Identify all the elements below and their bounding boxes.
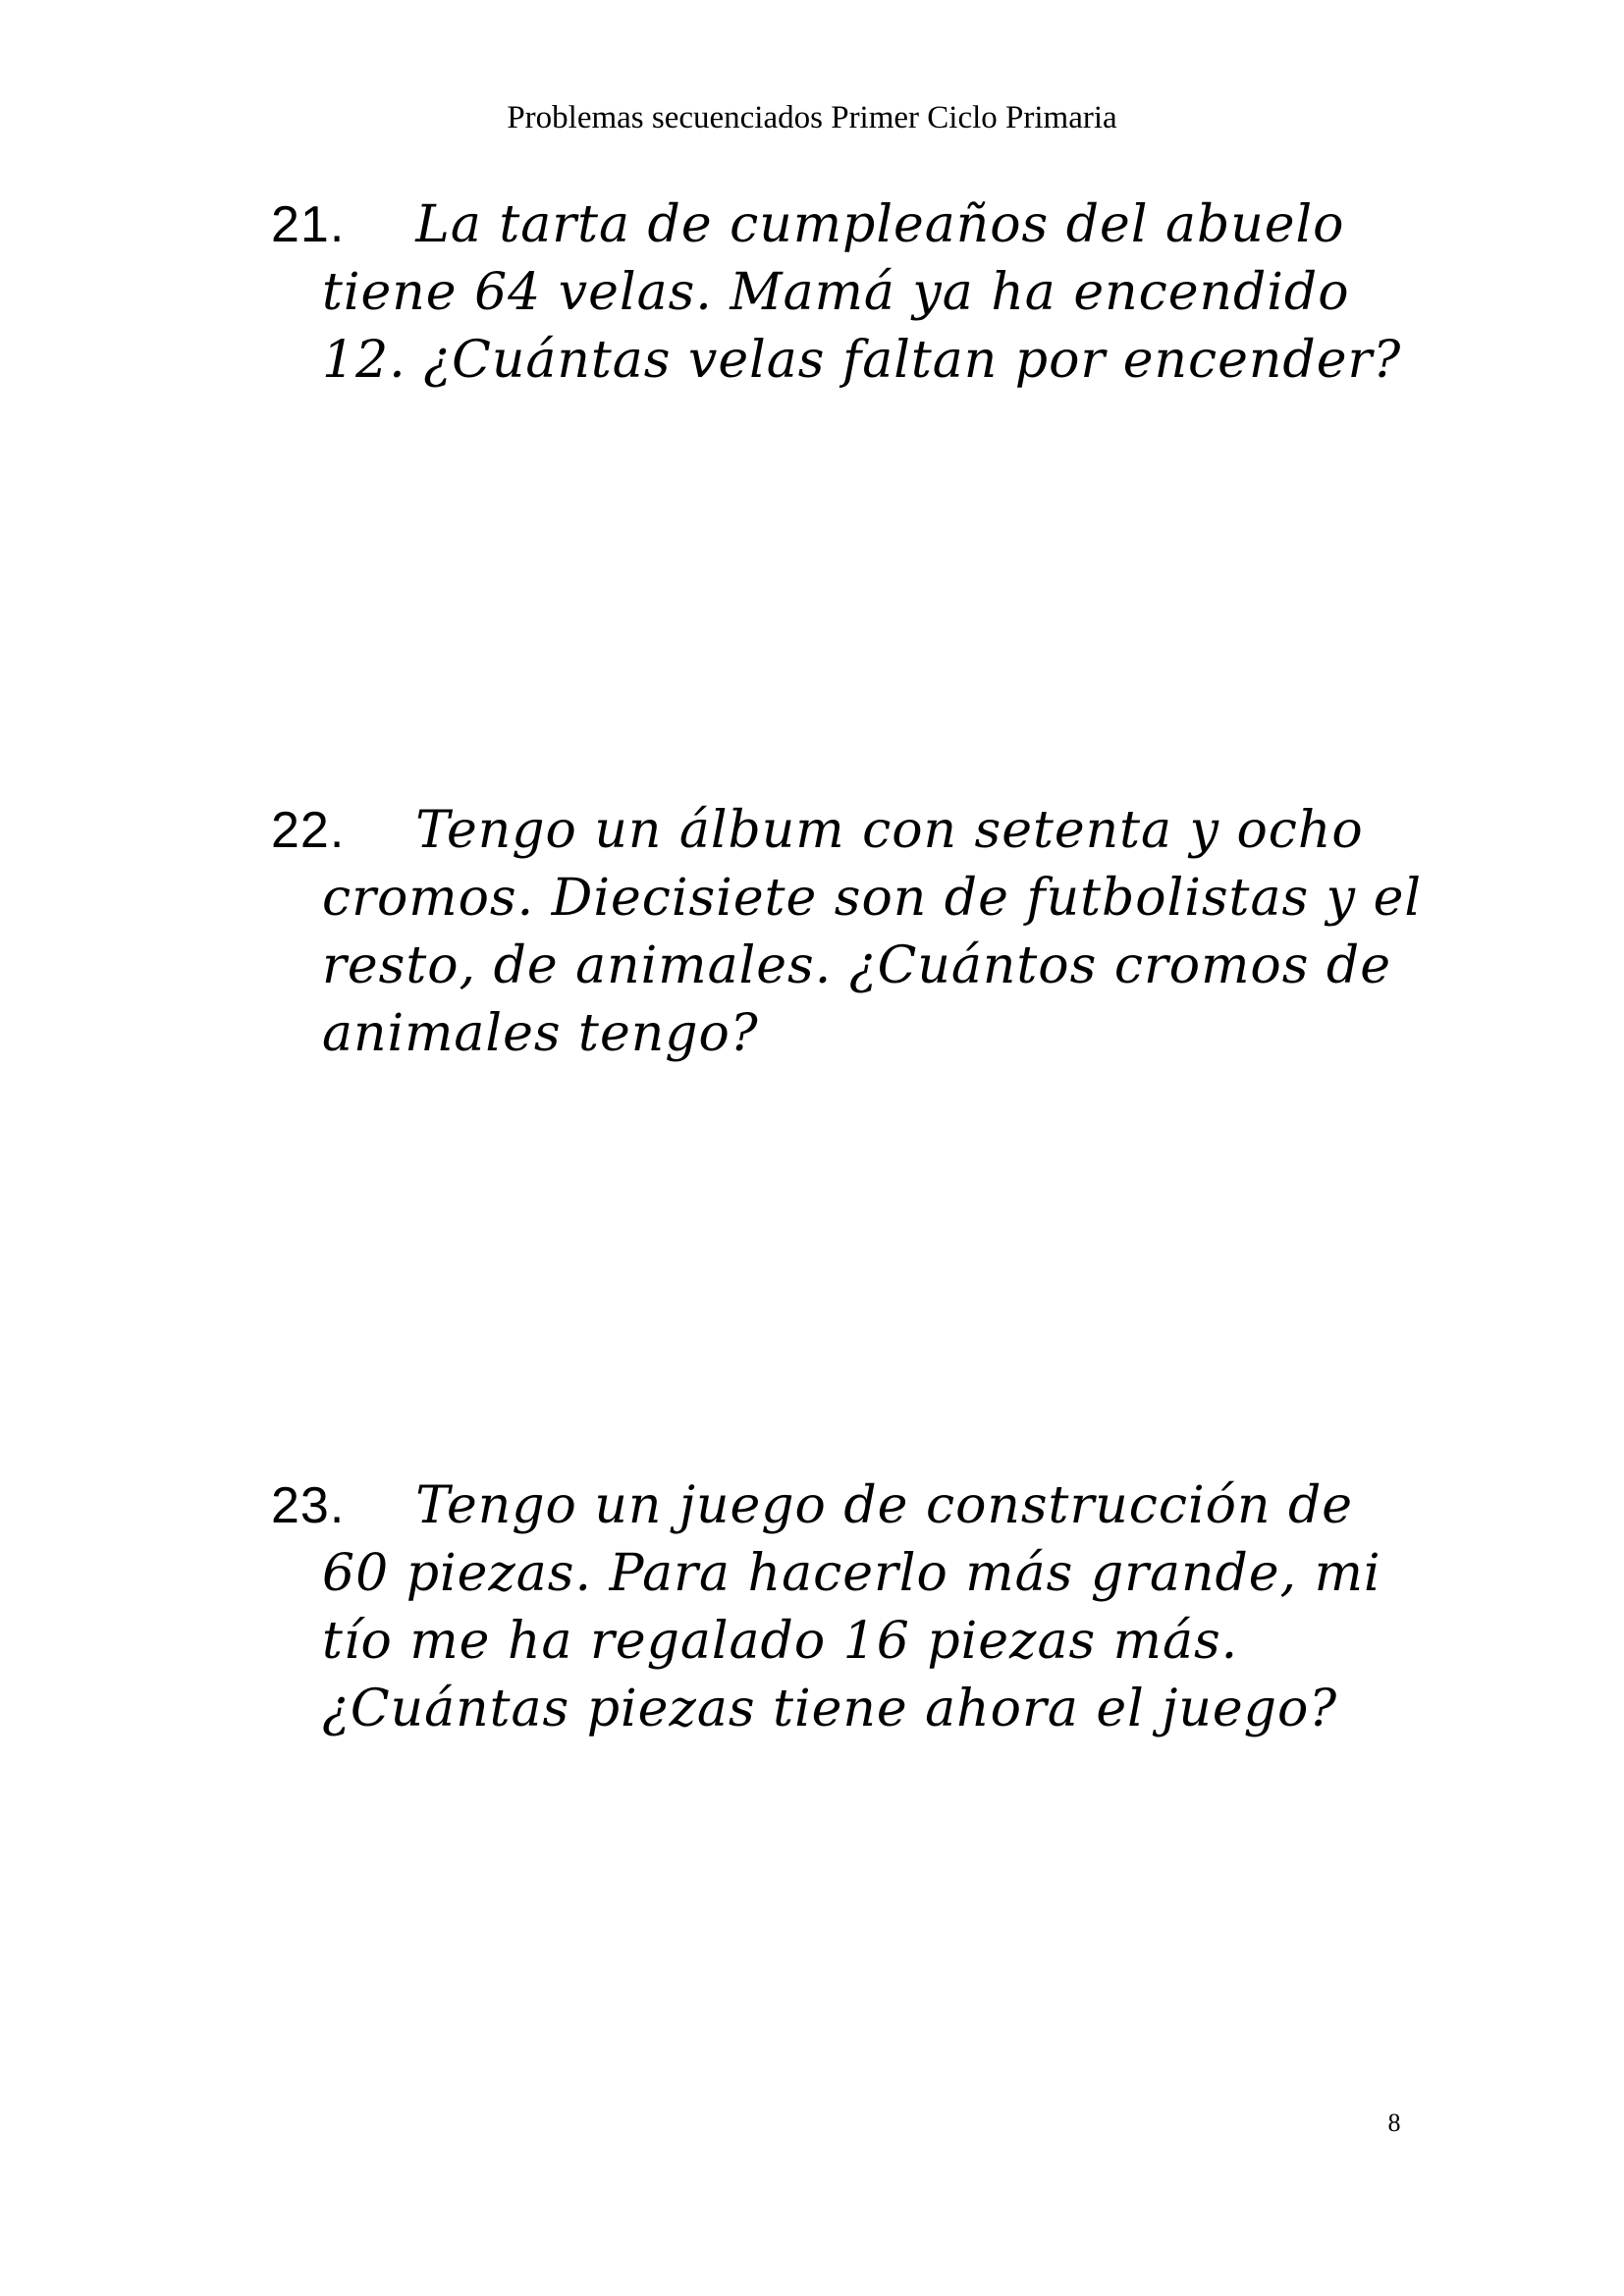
problem-number: 23. [271,1477,346,1534]
running-header: Problemas secuenciados Primer Ciclo Primaria [507,100,1117,135]
problem-line: 12. ¿Cuántas velas faltan por encender? [322,331,1402,390]
problem-text: Tengo un álbum con setenta y ocho [415,801,1364,860]
problem-21 [271,191,1400,395]
problem-line: animales tengo? [322,1004,759,1063]
problem-line [271,797,1400,865]
problem-23 [271,1472,1400,1743]
problem-line [271,1472,1400,1540]
problem-text: Tengo un juego de construcción de [415,1476,1354,1535]
problem-number: 21. [271,196,346,253]
problem-line: cromos. Diecisiete son de futbolistas y el [322,869,1422,928]
problem-number: 22. [271,802,346,859]
problem-line: ¿Cuántas piezas tiene ahora el juego? [322,1680,1338,1738]
problem-line: resto, de animales. ¿Cuántos cromos de [322,936,1391,995]
problem-line: 60 piezas. Para hacerlo más grande, mi [322,1544,1381,1603]
problem-line: tiene 64 velas. Mamá ya ha encendido [322,263,1350,322]
problem-line [271,191,1400,259]
page-number: 8 [1387,2109,1401,2137]
problem-line: tío me ha regalado 16 piezas más. [322,1612,1239,1671]
problem-22 [271,797,1422,1068]
problem-text: La tarta de cumpleaños del abuelo [415,195,1345,254]
